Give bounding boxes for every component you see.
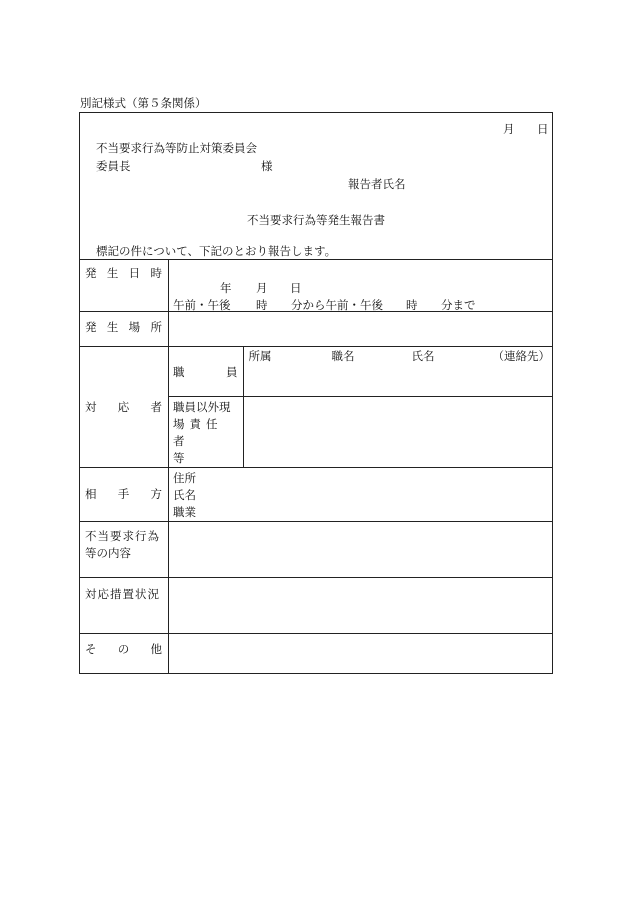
label-datetime — [80, 260, 168, 281]
counterpart-value[interactable] — [169, 467, 553, 521]
non-staff-row — [169, 396, 552, 467]
header-cell — [80, 113, 553, 260]
label-responders — [80, 399, 168, 415]
value-measures[interactable] — [169, 577, 553, 633]
from-to-text: 分から午前・午後 — [291, 298, 383, 312]
label-char: 場 — [128, 320, 141, 334]
report-form — [79, 112, 553, 674]
value-other[interactable] — [169, 633, 553, 673]
label-counterpart — [80, 486, 168, 502]
staff-char-2: 員 — [226, 365, 238, 379]
label-char: 日 — [128, 266, 141, 280]
row-datetime — [80, 260, 553, 312]
addressee-chair: 委員長 — [96, 159, 131, 173]
form-title: 不当要求行為等発生報告書 — [247, 213, 385, 227]
value-datetime[interactable] — [169, 260, 553, 312]
label-char: 応 — [117, 399, 130, 414]
label-char: 発 — [85, 266, 97, 280]
reporter-name-label: 報告者氏名 — [348, 177, 406, 191]
label-char: 所 — [150, 320, 162, 334]
label-place — [80, 312, 168, 335]
date-month: 月 — [503, 122, 515, 136]
counterpart-occupation: 職業 — [173, 504, 196, 519]
hour-unit-1: 時 — [256, 298, 268, 312]
label-char: 生 — [106, 320, 119, 334]
staff-label-cell — [169, 347, 243, 396]
label-char: そ — [85, 641, 97, 656]
label-other-cell — [80, 633, 169, 673]
label-content-cell — [80, 521, 169, 577]
label-char: 方 — [150, 487, 162, 501]
non-staff-value[interactable] — [243, 396, 552, 467]
non-staff-line-2: 場責任者 — [173, 416, 223, 448]
form-caption: 別記様式（第５条関係） — [80, 96, 207, 110]
month-unit: 月 — [256, 281, 268, 295]
staff-char-1: 職 — [173, 365, 185, 379]
non-staff-label — [169, 397, 243, 467]
label-content-line-1: 不当要求行為 — [85, 528, 160, 543]
counterpart-address: 住所 — [173, 470, 196, 485]
staff-row — [169, 347, 552, 396]
date-day: 日 — [537, 122, 549, 136]
row-content — [80, 521, 553, 577]
label-place-cell — [80, 312, 169, 347]
label-datetime-cell — [80, 260, 169, 312]
responders-cell — [169, 347, 553, 468]
year-unit: 年 — [220, 281, 232, 295]
label-char: 者 — [150, 399, 162, 414]
label-char: 他 — [150, 641, 162, 656]
non-staff-label-cell — [169, 396, 243, 467]
label-measures-cell — [80, 577, 169, 633]
label-char: 時 — [150, 266, 162, 280]
label-char: 発 — [85, 320, 97, 334]
row-responders — [80, 347, 553, 468]
label-counterpart-cell — [80, 467, 169, 521]
header-row — [80, 113, 553, 260]
intro-text: 標記の件について、下記のとおり報告します。 — [96, 244, 337, 258]
honorific: 様 — [261, 159, 273, 173]
counterpart-fields — [169, 468, 552, 521]
until-text: 分まで — [441, 298, 476, 312]
value-place[interactable] — [169, 312, 553, 347]
label-char: の — [117, 641, 130, 656]
from-ampm: 午前・午後 — [173, 298, 231, 312]
row-measures — [80, 577, 553, 633]
row-counterpart — [80, 467, 553, 521]
responders-subtable — [169, 347, 552, 467]
staff-value[interactable] — [243, 347, 552, 396]
hour-unit-2: 時 — [406, 298, 418, 312]
col-title: 職名 — [331, 349, 355, 363]
staff-label — [169, 347, 243, 380]
label-responders-cell — [80, 347, 169, 468]
label-other — [80, 634, 168, 657]
value-content[interactable] — [169, 521, 553, 577]
label-content — [80, 522, 168, 562]
label-char: 生 — [106, 266, 119, 280]
label-char: 相 — [85, 487, 97, 501]
label-char: 手 — [117, 487, 130, 501]
non-staff-line-1: 職員以外現 — [173, 399, 231, 414]
col-name: 氏名 — [411, 349, 435, 363]
counterpart-name: 氏名 — [173, 487, 196, 502]
col-contact: （連絡先） — [492, 349, 550, 363]
label-char: 対 — [85, 399, 97, 414]
label-measures: 対応措置状況 — [85, 586, 160, 601]
row-other — [80, 633, 553, 673]
label-content-line-2: 等の内容 — [85, 545, 131, 560]
row-place — [80, 312, 553, 347]
col-affiliation: 所属 — [248, 349, 272, 363]
day-unit: 日 — [290, 281, 302, 295]
addressee-committee: 不当要求行為等防止対策委員会 — [96, 141, 257, 155]
non-staff-line-3: 等 — [173, 450, 185, 465]
